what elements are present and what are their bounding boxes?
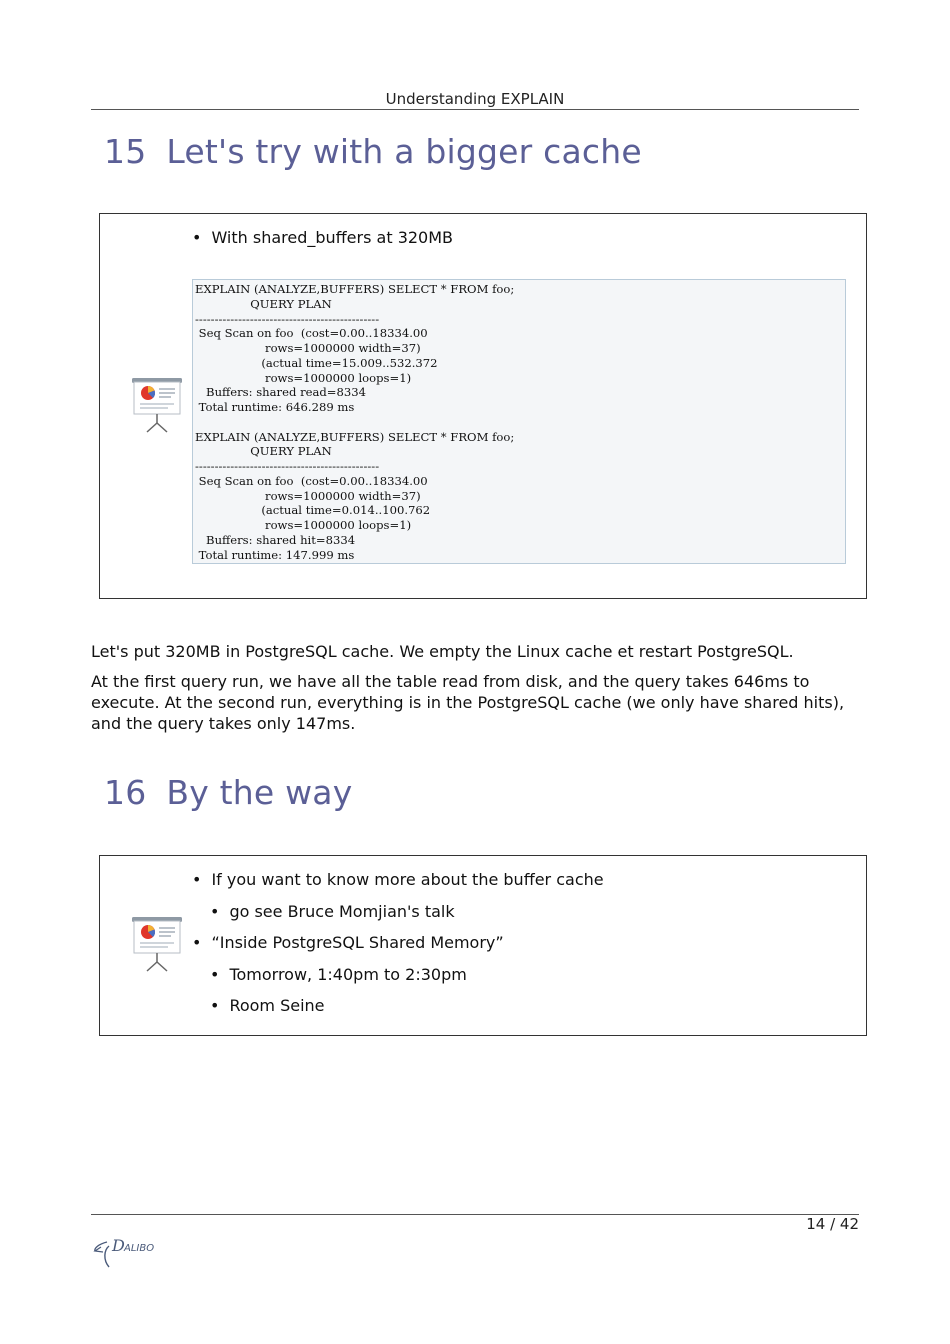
svg-text:D: D: [112, 1236, 125, 1255]
slide-bullet-list: [192, 222, 453, 254]
explain-code-block: EXPLAIN (ANALYZE,BUFFERS) SELECT * FROM foo; QUERY PLAN ----------------------------------------------- Seq Scan on foo (cost=0.00..18334.00 rows=1000000 width=37) (actual time=15.009..532.372 rows=1000000 loops=1) Buffers: shared read=8334 Total runtime: 646.289 ms EXPLAIN (ANALYZE,BUFFERS) SELECT * FROM foo; QUERY PLAN ----------------------------------------------- Seq Scan on foo (cost=0.00..18334.00 rows=1000000 width=37) (actual time=0.014..100.762 rows=1000000 loops=1) Buffers: shared hit=8334 Total runtime: 147.999 ms: [192, 279, 846, 564]
section-number: 15: [104, 132, 147, 171]
bullet-item: • “Inside PostgreSQL Shared Memory”: [192, 927, 604, 959]
svg-text:ALIBO: ALIBO: [124, 1243, 155, 1254]
body-paragraph: At the first query run, we have all the table read from disk, and the query takes 646ms to execute. At the second run, everything is in the PostgreSQL cache (we only have shared hits), and the query takes only 147ms.: [91, 672, 845, 733]
footer-rule: [91, 1214, 859, 1215]
bullet-item: • With shared_buffers at 320MB: [192, 222, 453, 254]
slide-box-by-the-way: [99, 855, 867, 1036]
presentation-slide-icon: [130, 915, 184, 973]
section-15-title: [104, 132, 642, 171]
sub-bullet-item: • Tomorrow, 1:40pm to 2:30pm: [192, 959, 604, 991]
dalibo-logo: [91, 1234, 163, 1270]
sub-bullet-item: • Room Seine: [192, 990, 604, 1022]
section-title-text: Let's try with a bigger cache: [166, 132, 642, 171]
body-paragraph: Let's put 320MB in PostgreSQL cache. We empty the Linux cache et restart PostgreSQL.: [91, 642, 794, 661]
presentation-slide-icon: [130, 376, 184, 434]
slide-box-buffers: [99, 213, 867, 599]
sub-bullet-item: • go see Bruce Momjian's talk: [192, 896, 604, 928]
slide-bullet-list: [192, 864, 604, 1022]
section-number: 16: [104, 773, 147, 812]
section-16-title: [104, 773, 352, 812]
bullet-item: • If you want to know more about the buffer cache: [192, 864, 604, 896]
running-header: Understanding EXPLAIN: [91, 90, 859, 110]
section-title-text: By the way: [166, 773, 353, 812]
page-number: 14 / 42: [806, 1215, 859, 1233]
